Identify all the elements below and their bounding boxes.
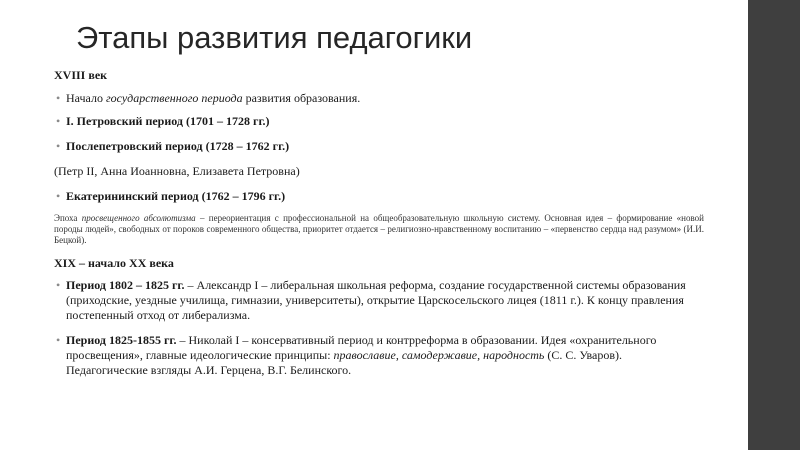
enlightenment-note: Эпоха просвещенного абсолютизма – переориентация с профессиональной на общеобразовательную школьную систему. Основная идея – формирование «новой породы людей», свободных от пороков современного общества, приоритет отдается – религиозно-нравственному воспитанию – «первенство сердца над разумом» (И.И. Бецкой). bbox=[54, 213, 704, 245]
side-bar bbox=[748, 0, 800, 450]
bullet-icon: • bbox=[56, 189, 61, 203]
bullet-post-petrine-period: • Послепетровский период (1728 – 1762 гг.) bbox=[56, 139, 290, 153]
bullet-icon: • bbox=[56, 91, 61, 105]
bullet-alexander-period: • Период 1802 – 1825 гг. – Александр I – либеральная школьная реформа, создание государственной системы образования (приходские, уездные училища, гимназии, университеты), открытие Царскосельского лицея (1811 г.). К концу правления постепенный отход от либерализма. bbox=[56, 278, 686, 322]
bullet-catherine-period: • Екатерининский период (1762 – 1796 гг.) bbox=[56, 189, 286, 203]
bullet-icon: • bbox=[56, 333, 61, 347]
slide-content bbox=[54, 68, 704, 378]
bullet-icon: • bbox=[56, 278, 61, 292]
bullet-petrine-period: • I. Петровский период (1701 – 1728 гг.) bbox=[56, 114, 270, 128]
heading-19th-century: XIX – начало XX века bbox=[54, 256, 174, 270]
slide-title: Этапы развития педагогики bbox=[76, 20, 473, 55]
heading-18th-century: XVIII век bbox=[54, 68, 108, 82]
bullet-icon: • bbox=[56, 139, 61, 153]
bullet-state-period: • Начало государственного периода развития образования. bbox=[56, 91, 361, 105]
bullet-nicholas-period: • Период 1825-1855 гг. – Николай I – консервативный период и контрреформа в образовании. Идея «охранительного просвещения», главные идеологические принципы: православие, самодержавие, народность (С. С. Уваров). Педагогические взгляды А.И. Герцена, В.Г. Белинского. bbox=[56, 333, 657, 377]
bullet-icon: • bbox=[56, 114, 61, 128]
rulers-list: (Петр II, Анна Иоанновна, Елизавета Петровна) bbox=[54, 164, 300, 178]
